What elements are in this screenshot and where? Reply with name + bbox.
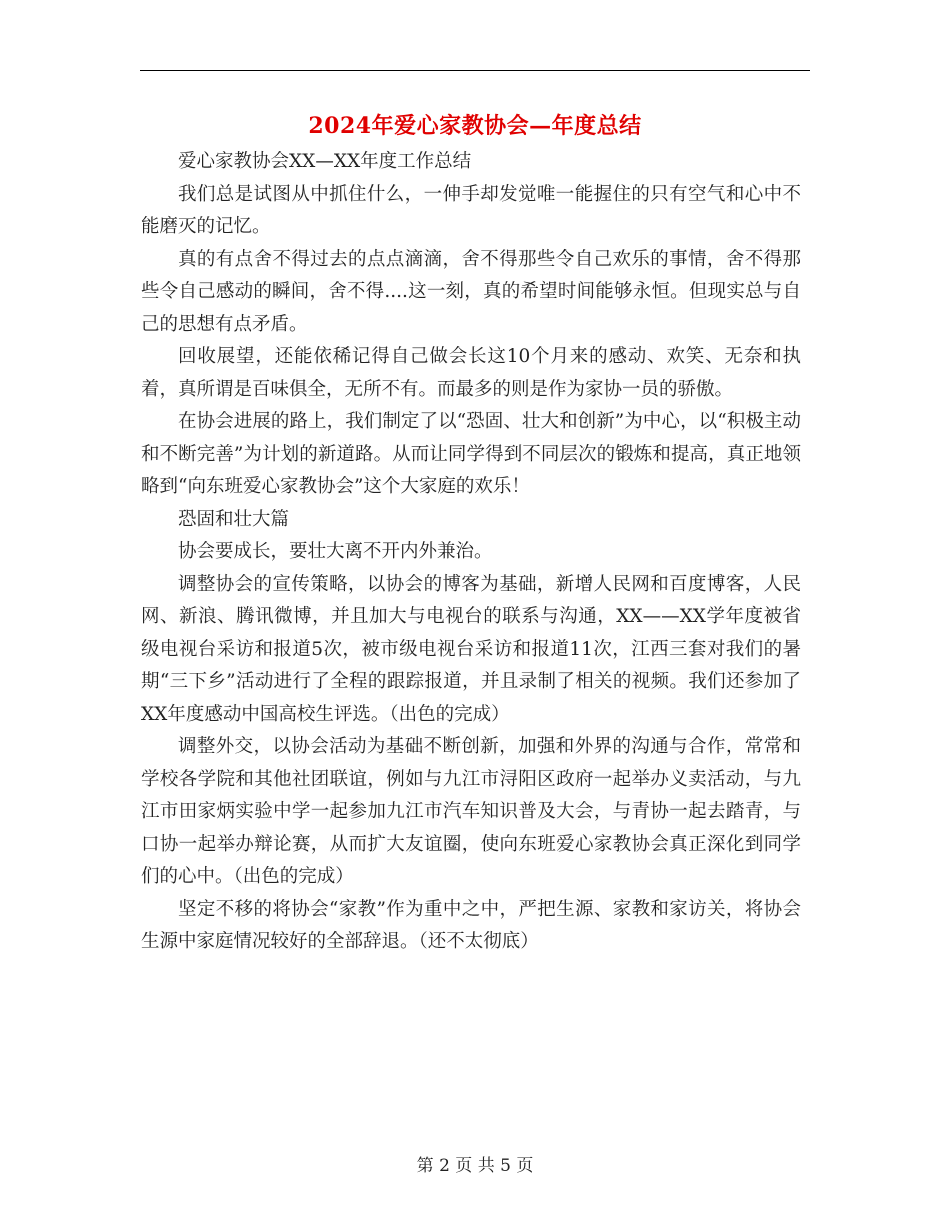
- paragraph: 我们总是试图从中抓住什么，一伸手却发觉唯一能握住的只有空气和心中不能磨灭的记忆。: [141, 183, 801, 237]
- page-number-footer: 第 2 页 共 5 页: [416, 1156, 534, 1176]
- paragraph: 回收展望，还能依稀记得自己做会长这10个月来的感动、欢笑、无奈和执着，真所谓是百味俱全，无所不有。而最多的则是作为家协一员的骄傲。: [141, 346, 801, 400]
- paragraph: 调整协会的宣传策略，以协会的博客为基础，新增人民网和百度博客，人民网、新浪、腾讯微博，并且加大与电视台的联系与沟通，XX——XX学年度被省级电视台采访和报道5次，被市级电视台采访和报道11次，江西三套对我们的暑期“三下乡”活动进行了全程的跟踪报道，并且录制了相关的视频。我们还参加了XX年度感动中国高校生评选。（出色的完成）: [141, 573, 801, 725]
- document-title: 2024年爱心家教协会—年度总结: [308, 113, 642, 139]
- paragraph: 坚定不移的将协会“家教”作为重中之中，严把生源、家教和家访关，将协会生源中家庭情况较好的全部辞退。（还不太彻底）: [141, 898, 801, 952]
- paragraph: 协会要成长，要壮大离不开内外兼治。: [178, 541, 493, 562]
- header-rule: [140, 70, 810, 71]
- paragraph: 调整外交，以协会活动为基础不断创新，加强和外界的沟通与合作，常常和学校各学院和其他社团联谊，例如与九江市浔阳区政府一起举办义卖活动，与九江市田家炳实验中学一起参加九江市汽车知识普及大会，与青协一起去踏青，与口协一起举办辩论赛，从而扩大友谊圈，使向东班爱心家教协会真正深化到同学们的心中。（出色的完成）: [141, 736, 801, 887]
- document-body: [141, 146, 801, 959]
- paragraph: 在协会进展的路上，我们制定了以“恐固、壮大和创新”为中心，以“积极主动和不断完善”为计划的新道路。从而让同学得到不同层次的锻炼和提高，真正地领略到“向东班爱心家教协会”这个大家庭的欢乐！: [141, 411, 801, 497]
- paragraph: 真的有点舍不得过去的点点滴滴，舍不得那些令自己欢乐的事情，舍不得那些令自己感动的瞬间，舍不得....这一刻，真的希望时间能够永恒。但现实总与自己的思想有点矛盾。: [141, 248, 801, 335]
- section-heading: 恐固和壮大篇: [178, 508, 290, 530]
- paragraph-subtitle: 爱心家教协会XX—XX年度工作总结: [178, 151, 472, 172]
